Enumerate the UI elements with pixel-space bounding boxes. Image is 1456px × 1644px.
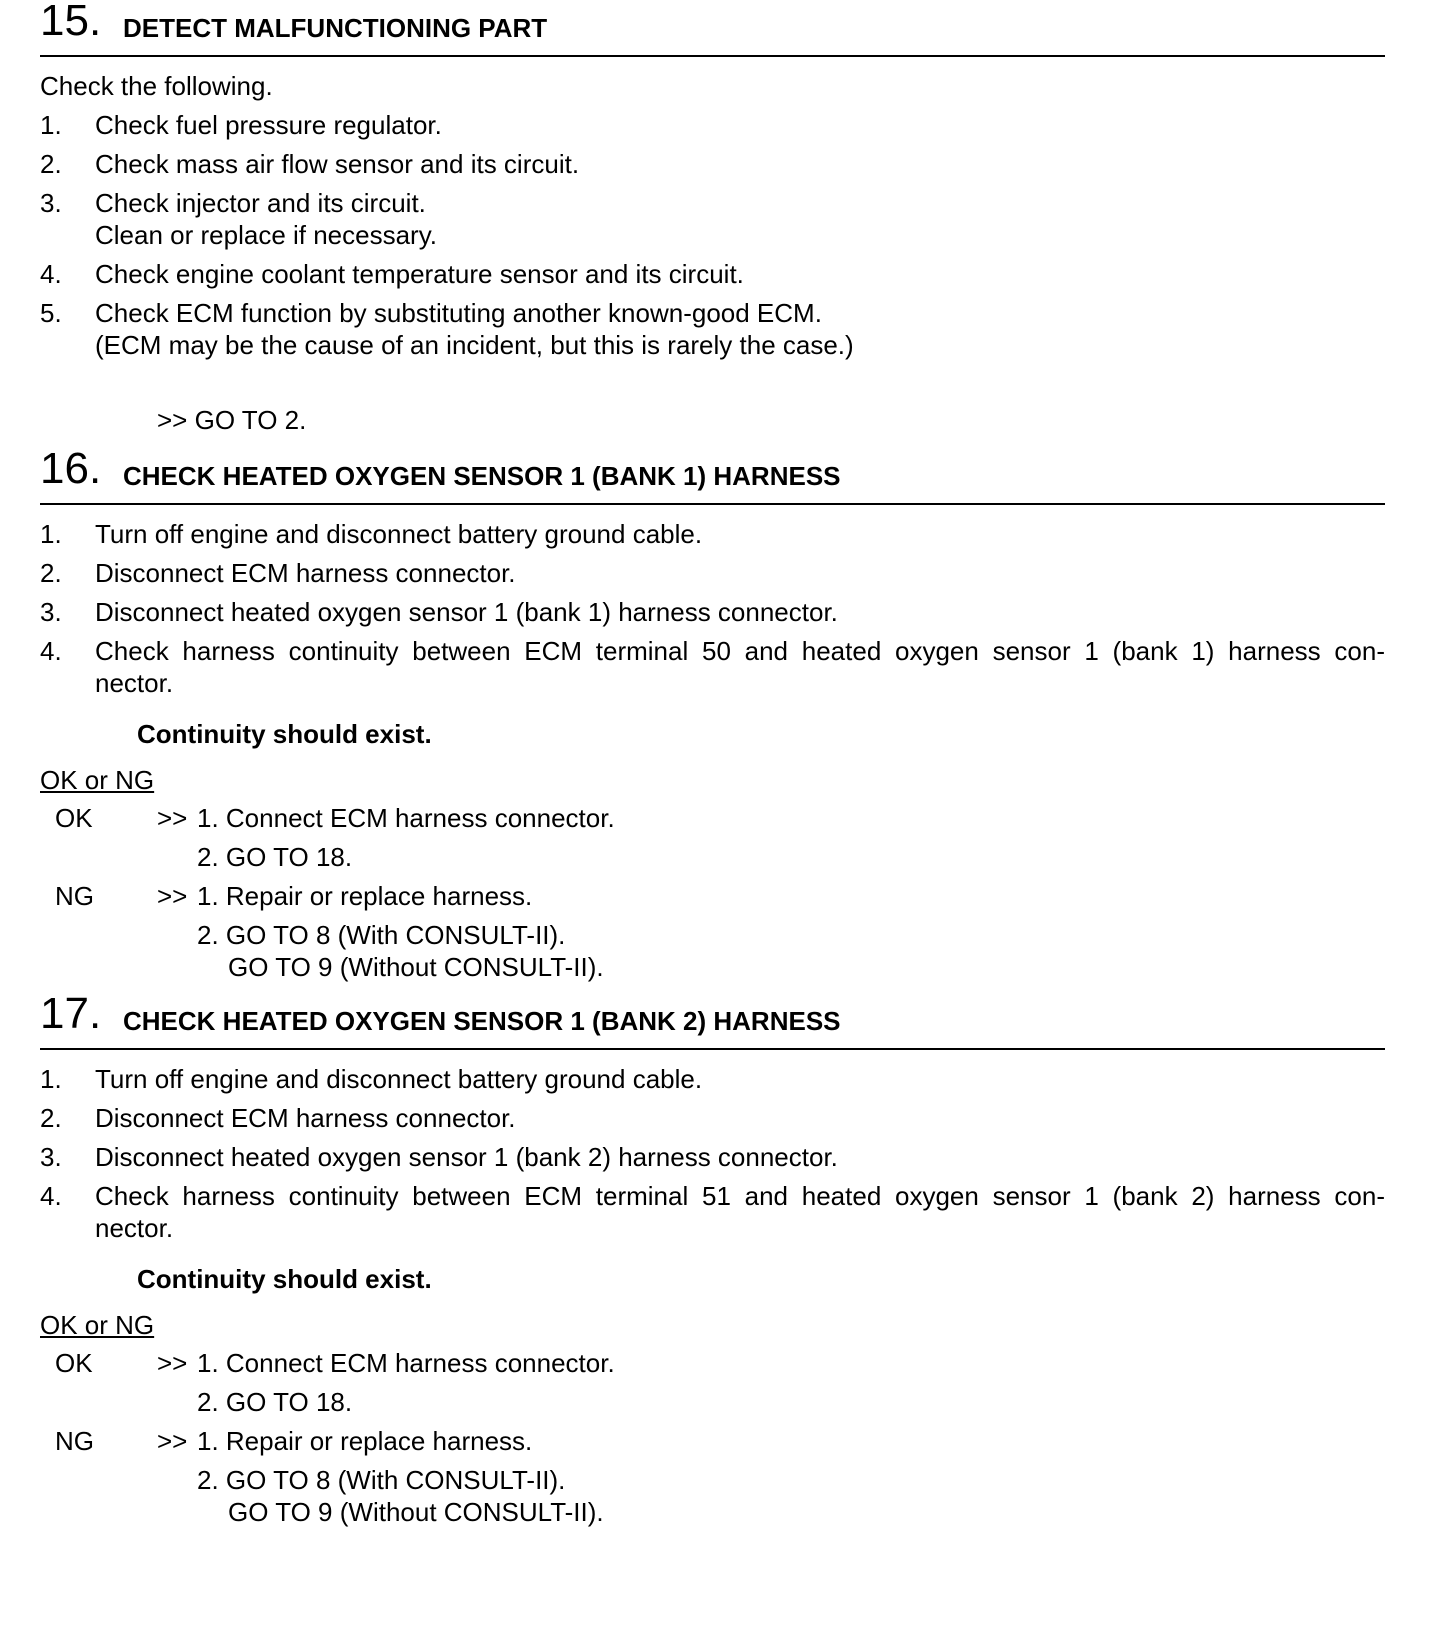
result-step: 2. GO TO 18. xyxy=(197,1387,353,1417)
list-item xyxy=(40,187,1385,251)
section-15 xyxy=(40,0,1385,436)
item-text: Disconnect heated oxygen sensor 1 (bank 2) harness connector. xyxy=(95,1142,838,1172)
result-step: GO TO 9 (Without CONSULT-II). xyxy=(228,1497,604,1527)
result-step: 2. GO TO 8 (With CONSULT-II). xyxy=(197,1465,566,1495)
list-item xyxy=(40,258,1385,290)
item-text: Disconnect ECM harness connector. xyxy=(95,1103,516,1133)
section-title: CHECK HEATED OXYGEN SENSOR 1 (BANK 2) HARNESS xyxy=(123,1006,841,1036)
item-text: Check injector and its circuit. xyxy=(95,188,426,218)
result-step: 1. Connect ECM harness connector. xyxy=(197,1348,615,1378)
goto-instruction: >> GO TO 2. xyxy=(157,405,307,435)
item-text: Clean or replace if necessary. xyxy=(95,220,438,250)
item-text: nector. xyxy=(95,668,174,698)
result-ok xyxy=(40,1347,1385,1418)
section-title: DETECT MALFUNCTIONING PART xyxy=(123,13,548,43)
result-step: 2. GO TO 18. xyxy=(197,842,353,872)
section-title: CHECK HEATED OXYGEN SENSOR 1 (BANK 1) HARNESS xyxy=(123,461,841,491)
item-text: Check engine coolant temperature sensor and its circuit. xyxy=(95,259,744,289)
result-arrow: >> xyxy=(157,803,188,833)
item-text: (ECM may be the cause of an incident, but this is rarely the case.) xyxy=(95,330,854,360)
spec-text: Continuity should exist. xyxy=(137,719,432,749)
item-text: Check fuel pressure regulator. xyxy=(95,110,442,140)
ok-or-ng-label: OK or NG xyxy=(40,765,155,795)
item-number: 3. xyxy=(40,597,62,627)
list-item xyxy=(40,518,1385,550)
result-key: NG xyxy=(55,1426,94,1456)
list-item xyxy=(40,109,1385,141)
result-arrow: >> xyxy=(157,1348,188,1378)
section-number: 17. xyxy=(40,989,102,1038)
result-arrow: >> xyxy=(157,881,188,911)
item-number: 2. xyxy=(40,149,62,179)
item-number: 1. xyxy=(40,519,62,549)
list-item xyxy=(40,1063,1385,1095)
result-arrow: >> xyxy=(157,1426,188,1456)
list-item xyxy=(40,635,1385,699)
result-key: OK xyxy=(55,1348,93,1378)
spec-text: Continuity should exist. xyxy=(137,1264,432,1294)
item-number: 2. xyxy=(40,558,62,588)
intro-text: Check the following. xyxy=(40,71,273,101)
result-step: GO TO 9 (Without CONSULT-II). xyxy=(228,952,604,982)
item-text: Turn off engine and disconnect battery ground cable. xyxy=(95,519,703,549)
result-step: 1. Connect ECM harness connector. xyxy=(197,803,615,833)
item-number: 4. xyxy=(40,636,62,666)
list-item xyxy=(40,1102,1385,1134)
list-item xyxy=(40,596,1385,628)
section-heading xyxy=(40,444,1385,505)
ok-or-ng-label: OK or NG xyxy=(40,1310,155,1340)
item-number: 3. xyxy=(40,1142,62,1172)
item-text: Disconnect heated oxygen sensor 1 (bank 1) harness connector. xyxy=(95,597,838,627)
list-item xyxy=(40,1180,1385,1244)
result-step: 1. Repair or replace harness. xyxy=(197,881,533,911)
result-key: OK xyxy=(55,803,93,833)
result-step: 2. GO TO 8 (With CONSULT-II). xyxy=(197,920,566,950)
item-text: Check harness continuity between ECM terminal 51 and heated oxygen sensor 1 (bank 2) harness con- xyxy=(95,1181,1385,1211)
item-text: Check harness continuity between ECM terminal 50 and heated oxygen sensor 1 (bank 1) harness con- xyxy=(95,636,1385,666)
section-17 xyxy=(40,989,1385,1535)
list-item xyxy=(40,148,1385,180)
item-text: Check ECM function by substituting another known-good ECM. xyxy=(95,298,822,328)
result-key: NG xyxy=(55,881,94,911)
list-item xyxy=(40,557,1385,589)
section-number: 15. xyxy=(40,0,102,45)
item-number: 1. xyxy=(40,110,62,140)
item-number: 3. xyxy=(40,188,62,218)
result-ok xyxy=(40,802,1385,873)
item-number: 2. xyxy=(40,1103,62,1133)
item-text: Disconnect ECM harness connector. xyxy=(95,558,516,588)
result-ng xyxy=(40,880,1385,983)
section-heading xyxy=(40,989,1385,1050)
item-number: 1. xyxy=(40,1064,62,1094)
item-number: 4. xyxy=(40,259,62,289)
item-text: nector. xyxy=(95,1213,174,1243)
result-step: 1. Repair or replace harness. xyxy=(197,1426,533,1456)
item-number: 4. xyxy=(40,1181,62,1211)
section-number: 16. xyxy=(40,444,102,493)
list-item xyxy=(40,1141,1385,1173)
item-number: 5. xyxy=(40,298,62,328)
list-item xyxy=(40,297,1385,361)
section-heading xyxy=(40,0,1385,57)
result-ng xyxy=(40,1425,1385,1528)
item-text: Turn off engine and disconnect battery ground cable. xyxy=(95,1064,703,1094)
item-text: Check mass air flow sensor and its circuit. xyxy=(95,149,580,179)
section-16 xyxy=(40,444,1385,990)
